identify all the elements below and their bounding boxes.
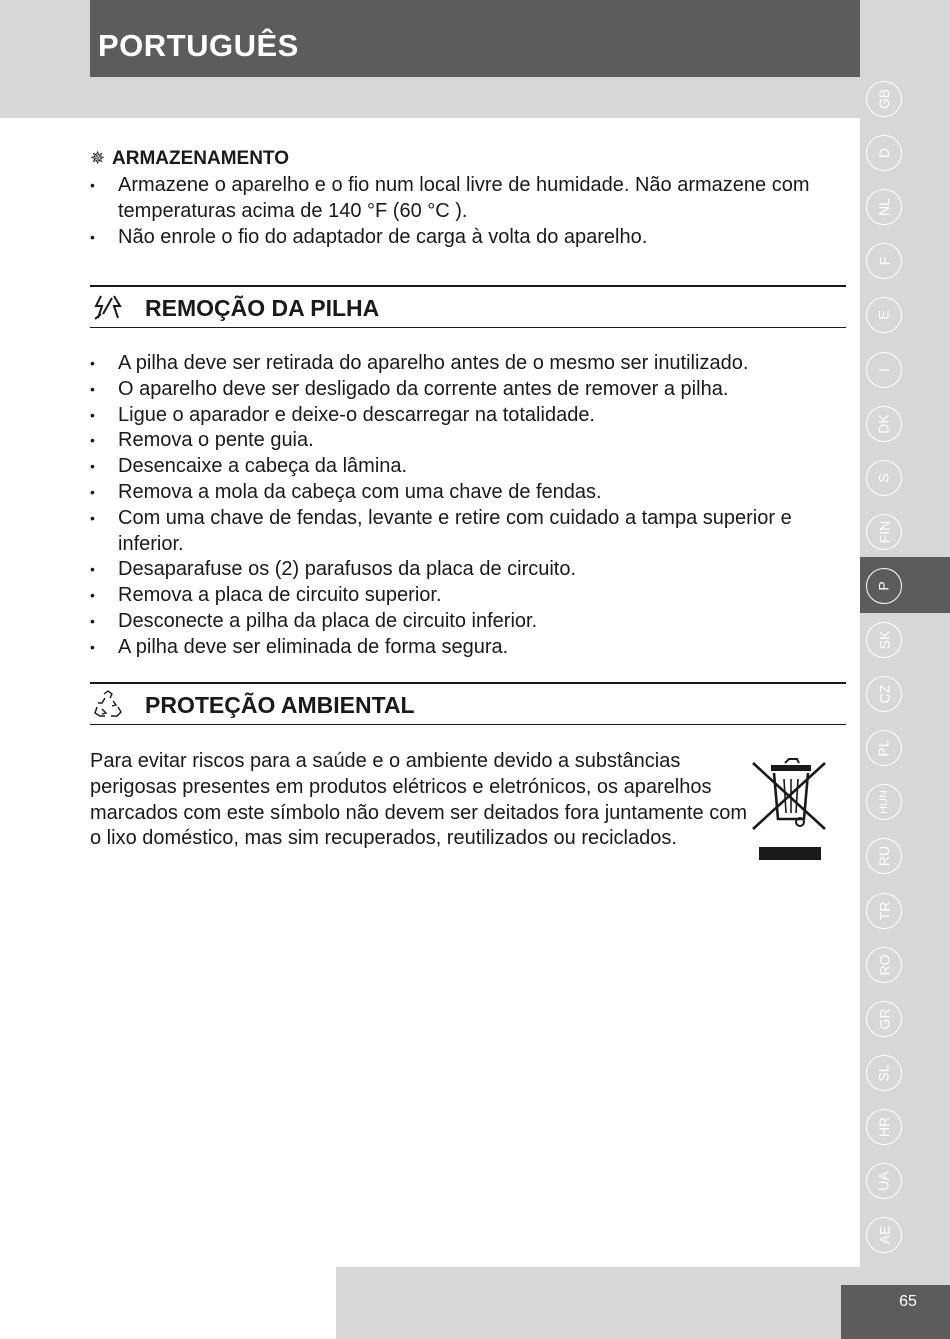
language-tab-dk[interactable] — [866, 406, 902, 442]
language-tab-label: RO — [876, 954, 892, 976]
language-tab-sk[interactable] — [866, 622, 902, 658]
language-tab-label: P — [876, 581, 892, 591]
list-item: • Armazene o aparelho e o fio num local livre de humidade. Não armazene com temperaturas acima de 140 °F (60 °C ). — [90, 173, 820, 225]
language-tab-label: HUN — [878, 790, 890, 815]
gear-icon: ✵ — [90, 148, 106, 168]
language-tab-label: DK — [875, 413, 892, 434]
language-tab-label: S — [876, 473, 892, 483]
footer-band — [336, 1267, 860, 1339]
list-item: • Remova a mola da cabeça com uma chave de fendas. — [90, 480, 835, 506]
language-tab-d[interactable] — [866, 135, 902, 171]
list-item: • Remova a placa de circuito superior. — [90, 583, 835, 609]
list-item: • A pilha deve ser retirada do aparelho antes de o mesmo ser inutilizado. — [90, 351, 835, 377]
battery-removal-icon — [92, 292, 124, 322]
language-tab-ua[interactable] — [866, 1163, 902, 1199]
storage-heading — [90, 148, 289, 170]
crossed-out-bin-icon — [749, 757, 829, 861]
environment-section-title: PROTEÇÃO AMBIENTAL — [145, 692, 415, 718]
language-tab-label: F — [876, 257, 892, 266]
language-tab-pl[interactable] — [866, 730, 902, 766]
list-item: • Ligue o aparador e deixe-o descarregar na totalidade. — [90, 403, 835, 429]
language-tab-label: D — [876, 148, 892, 159]
list-item: • A pilha deve ser eliminada de forma segura. — [90, 635, 835, 661]
page-title: PORTUGUÊS — [98, 28, 299, 63]
language-tab-label: PL — [876, 739, 892, 757]
language-tab-hr[interactable] — [866, 1109, 902, 1145]
language-tab-tr[interactable] — [866, 893, 902, 929]
language-tab-label: NL — [876, 198, 892, 217]
language-tab-label: AE — [876, 1225, 892, 1245]
language-tab-label: I — [875, 367, 892, 372]
language-tab-label: HR — [875, 1116, 892, 1138]
language-tab-sl[interactable] — [866, 1055, 902, 1091]
language-tab-label: FIN — [876, 520, 892, 544]
language-tab-label: RU — [875, 846, 892, 867]
list-item: • Não enrole o fio do adaptador de carga à volta do aparelho. — [90, 225, 820, 251]
language-tab-label: SL — [876, 1064, 892, 1082]
storage-list — [90, 173, 820, 250]
list-item: • Desconecte a pilha da placa de circuito inferior. — [90, 609, 835, 635]
language-tab-cz[interactable] — [866, 676, 902, 712]
language-tab-label: UA — [875, 1171, 892, 1191]
language-tab-nl[interactable] — [866, 189, 902, 225]
language-tab-fin[interactable] — [866, 514, 902, 550]
language-tab-ro[interactable] — [866, 947, 902, 983]
page-number: 65 — [899, 1293, 917, 1310]
language-tab-p[interactable] — [866, 568, 902, 604]
language-tab-label: E — [876, 310, 892, 321]
language-tab-label: CZ — [875, 684, 892, 704]
battery-list — [90, 351, 835, 661]
battery-section-title: REMOÇÃO DA PILHA — [145, 295, 380, 321]
list-item: • Desencaixe a cabeça da lâmina. — [90, 454, 835, 480]
language-tab-i[interactable] — [866, 352, 902, 388]
storage-title: ARMAZENAMENTO — [112, 148, 289, 169]
language-tab-label: SK — [876, 630, 892, 650]
language-tab-gr[interactable] — [866, 1001, 902, 1037]
language-tab-label: GB — [875, 88, 892, 110]
language-tab-label: GR — [876, 1008, 892, 1030]
environment-text: Para evitar riscos para a saúde e o ambiente devido a substâncias perigosas presentes em produtos elétricos e eletrónicos, os aparelhos marcados com este símbolo não devem ser deitados fora juntamente com o lixo doméstico, mas sim recuperados, reutilizados ou reciclados. — [90, 750, 747, 850]
list-item: • Com uma chave de fendas, levante e retire com cuidado a tampa superior e inferior. — [90, 506, 835, 558]
language-tab-label: TR — [875, 901, 892, 920]
battery-section-header — [90, 285, 846, 328]
list-item: • O aparelho deve ser desligado da corrente antes de remover a pilha. — [90, 377, 835, 403]
language-tab-s[interactable] — [866, 460, 902, 496]
environment-section-header — [90, 682, 846, 725]
recycle-icon — [92, 689, 124, 719]
list-item: • Desaparafuse os (2) parafusos da placa de circuito. — [90, 557, 835, 583]
list-item: • Remova o pente guia. — [90, 428, 835, 454]
language-tab-gb[interactable] — [866, 81, 902, 117]
language-tab-ae[interactable] — [866, 1217, 902, 1253]
